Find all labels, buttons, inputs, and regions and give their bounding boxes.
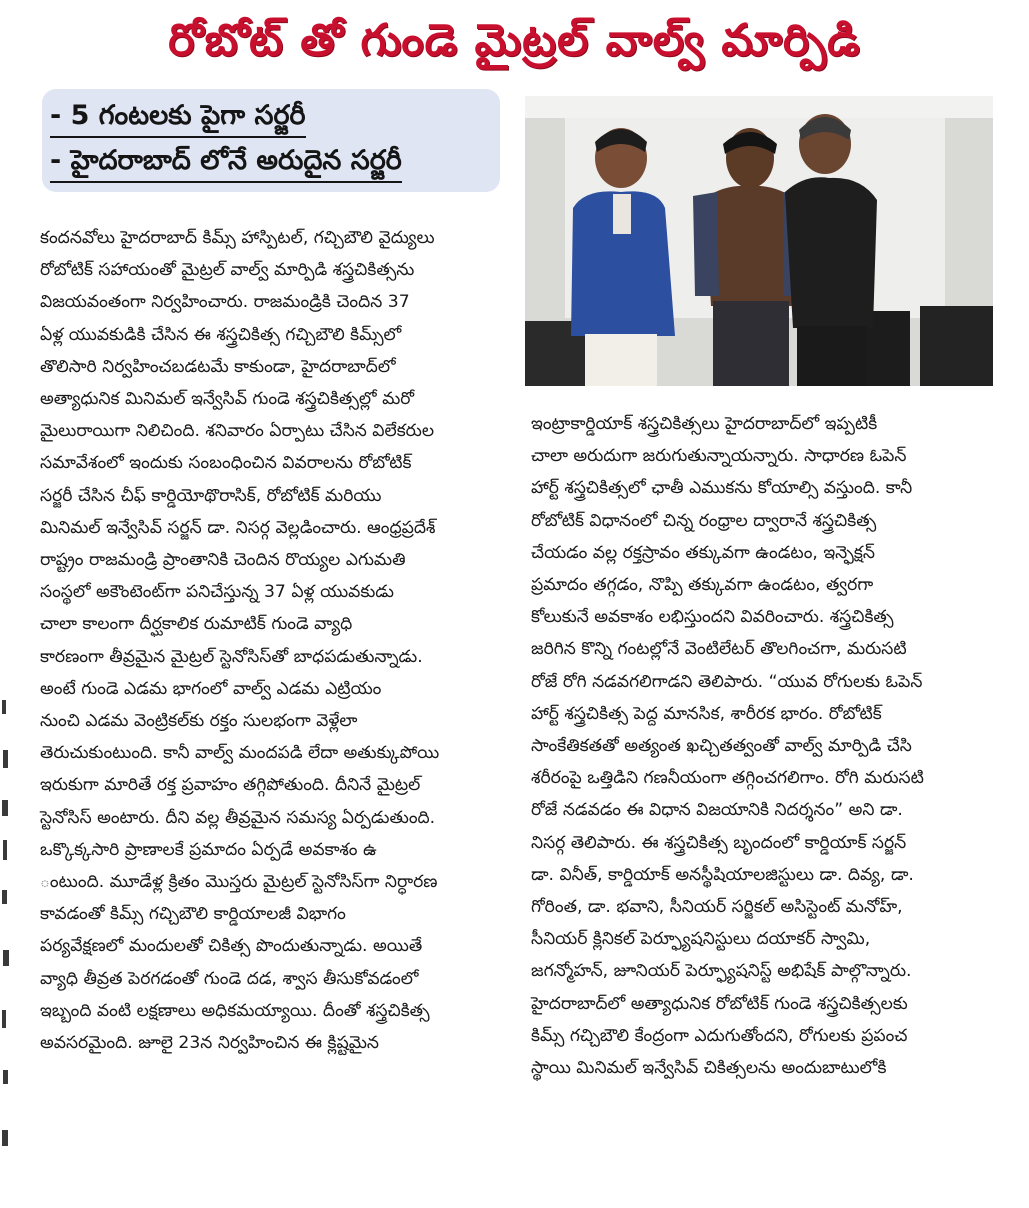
body-line: స్టెనోసిస్ అంటారు. దీని వల్ల తీవ్రమైన సమస్య ఏర్పడుతుంది. <box>40 807 436 828</box>
body-line: చాలా అరుదుగా జరుగుతున్నాయన్నారు. సాధారణ ఓపెన్ <box>531 446 907 467</box>
body-line: రాష్ట్రం రాజమండ్రి ప్రాంతానికి చెందిన రొయ్యల ఎగుమతి <box>40 550 406 571</box>
body-line: విజయవంతంగా నిర్వహించారు. రాజమండ్రికి చెందిన 37 <box>40 292 410 313</box>
body-line: తొలిసారి నిర్వహించబడటమే కాకుండా, హైదరాబాద్‌లో <box>40 356 396 377</box>
body-line: సాంకేతికతతో అత్యంత ఖచ్చితత్వంతో వాల్వ్ మార్పిడి చేసి <box>531 736 912 757</box>
margin-strip <box>0 690 14 1190</box>
body-line: ంటుంది. మూడేళ్ల క్రితం మొస్తరు మైట్రల్ స్టెనోసిస్‌గా నిర్ధారణ <box>40 872 438 893</box>
body-line: జరిగిన కొన్ని గంటల్లోనే వెంటిలేటర్ తొలగించగా, మరుసటి <box>531 639 907 660</box>
body-line: సంస్థలో అకౌంటెంట్‌గా పనిచేస్తున్న 37 ఏళ్ల యువకుడు <box>40 582 394 603</box>
body-line: శరీరంపై ఒత్తిడిని గణనీయంగా తగ్గించగలిగాం. రోగి మరుసటి <box>531 768 924 789</box>
body-line: పర్యవేక్షణలో మందులతో చికిత్స పొందుతున్నాడు. అయితే <box>40 936 423 957</box>
body-line: స్థాయి మినిమల్ ఇన్వేసివ్ చికిత్సలను అందుబాటులోకి <box>531 1058 887 1079</box>
body-line: హైదరాబాద్‌లో అత్యాధునిక రోబోటిక్ గుండె శస్త్రచికిత్సలకు <box>531 993 908 1014</box>
body-line: రోజే నడవడం ఈ విధాన విజయానికి నిదర్శనం” అని డా. <box>531 800 903 821</box>
body-line: ఇంట్రాకార్డియాక్ శస్త్రచికిత్సలు హైదరాబాద్‌లో ఇప్పటికీ <box>531 414 878 434</box>
body-line: ఏళ్ల యువకుడికి చేసిన ఈ శస్త్రచికిత్స గచ్చిబౌలి కిమ్స్‌లో <box>40 324 402 345</box>
body-line: సీనియర్ క్లినికల్ పెర్ఫ్యూషనిస్టులు దయాకర్ స్వామి, <box>531 929 871 950</box>
body-line: తెరుచుకుంటుంది. కానీ వాల్వ్ మందపడి లేదా అతుక్కుపోయి <box>40 743 440 764</box>
body-line: గోరింత, డా. భవాని, సీనియర్ సర్జికల్ అసిస్టెంట్ మనోహ్, <box>531 897 903 918</box>
body-line: నిసర్గ తెలిపారు. ఈ శస్త్రచికిత్స బృందంలో కార్డియాక్ సర్జన్ <box>531 832 907 853</box>
body-line: అత్యాధునిక మినిమల్ ఇన్వేసివ్ గుండె శస్త్రచికిత్సల్లో మరో <box>40 389 415 410</box>
body-column-left <box>40 222 498 1059</box>
body-column-right <box>531 408 994 1084</box>
body-line: ఇబ్బంది వంటి లక్షణాలు అధికమయ్యాయి. దీంతో శస్త్రచికిత్స <box>40 1000 430 1021</box>
body-line: రోబోటిక్ సహాయంతో మైట్రల్ వాల్వ్ మార్పిడి శస్త్రచికిత్సను <box>40 260 415 281</box>
body-line: హార్ట్ శస్త్రచికిత్సలో ఛాతీ ఎముకను కోయాల్సి వస్తుంది. కానీ <box>531 478 913 499</box>
body-line: సర్జరీ చేసిన చీఫ్ కార్డియోథొరాసిక్, రోబోటిక్ మరియు <box>40 485 382 506</box>
body-line: మినిమల్ ఇన్వేసివ్ సర్జన్ డా. నిసర్గ వెల్లడించారు. ఆంధ్రప్రదేశ్ <box>40 517 436 538</box>
subhead-1: - 5 గంటలకు పైగా సర్జరీ <box>50 96 306 138</box>
body-line: ప్రమాదం తగ్గడం, నొప్పి తక్కువగా ఉండటం, త్వరగా <box>531 575 874 596</box>
body-line: వ్యాధి తీవ్రత పెరగడంతో గుండె దడ, శ్వాస తీసుకోవడంలో <box>40 968 419 989</box>
body-line: రోబోటిక్ విధానంలో చిన్న రంధ్రాల ద్వారానే శస్త్రచికిత్స <box>531 510 877 531</box>
body-line: ఒక్కొక్కసారి ప్రాణాలకే ప్రమాదం ఏర్పడే అవకాశం ఉ <box>40 839 377 860</box>
body-line: జగన్మోహన్, జూనియర్ పెర్ఫ్యూషనిస్ట్ అభిషేక్ పాల్గొన్నారు. <box>531 961 912 982</box>
body-line: కందనవోలు హైదరాబాద్ కిమ్స్ హాస్పిటల్, గచ్చిబౌలి వైద్యులు <box>40 228 435 248</box>
body-line: చేయడం వల్ల రక్తస్రావం తక్కువగా ఉండటం, ఇన్ఫెక్షన్ <box>531 542 875 563</box>
body-line: ఇరుకుగా మారితే రక్త ప్రవాహం తగ్గిపోతుంది. దీనినే మైట్రల్ <box>40 775 421 796</box>
doctors-with-patient-image <box>525 96 993 386</box>
body-line: నుంచి ఎడమ వెంట్రికల్‌కు రక్తం సులభంగా వెళ్లేలా <box>40 711 358 732</box>
body-line: సమావేశంలో ఇందుకు సంబంధించిన వివరాలను రోబోటిక్ <box>40 453 412 474</box>
article-photo <box>525 96 993 386</box>
body-line: కిమ్స్ గచ్చిబౌలి కేంద్రంగా ఎదుగుతోందని, రోగులకు ప్రపంచ <box>531 1025 908 1046</box>
body-line: అవసరమైంది. జూలై 23న నిర్వహించిన ఈ క్లిష్టమైన <box>40 1033 379 1054</box>
body-line: కోలుకునే అవకాశం లభిస్తుందని వివరించారు. శస్త్రచికిత్స <box>531 607 894 628</box>
subhead-2: - హైదరాబాద్ లోనే అరుదైన సర్జరీ <box>50 141 402 183</box>
body-line: కావడంతో కిమ్స్ గచ్చిబౌలి కార్డియాలజీ విభాగం <box>40 904 346 925</box>
body-line: రోజే రోగి నడవగలిగాడని తెలిపారు. “యువ రోగులకు ఓపెన్ <box>531 671 923 692</box>
body-line: అంటే గుండె ఎడమ భాగంలో వాల్వ్ ఎడమ ఎట్రియం <box>40 678 382 699</box>
body-line: హార్ట్ శస్త్రచికిత్స పెద్ద మానసిక, శారీరక భారం. రోబోటిక్ <box>531 703 882 724</box>
body-line: మైలురాయిగా నిలిచింది. శనివారం ఏర్పాటు చేసిన విలేకరుల <box>40 421 435 442</box>
body-line: చాలా కాలంగా దీర్ఘకాలిక రుమాటిక్ గుండె వ్యాధి <box>40 614 353 635</box>
headline: రోబోట్ తో గుండె మైట్రల్ వాల్వ్ మార్పిడి <box>168 15 861 66</box>
body-line: కారణంగా తీవ్రమైన మైట్రల్ స్టెనోసిస్‌తో బాధపడుతున్నాడు. <box>40 646 423 667</box>
body-line: డా. వినీత్, కార్డియాక్ అనస్థీషియాలజిస్టులు డా. దివ్య, డా. <box>531 864 914 885</box>
